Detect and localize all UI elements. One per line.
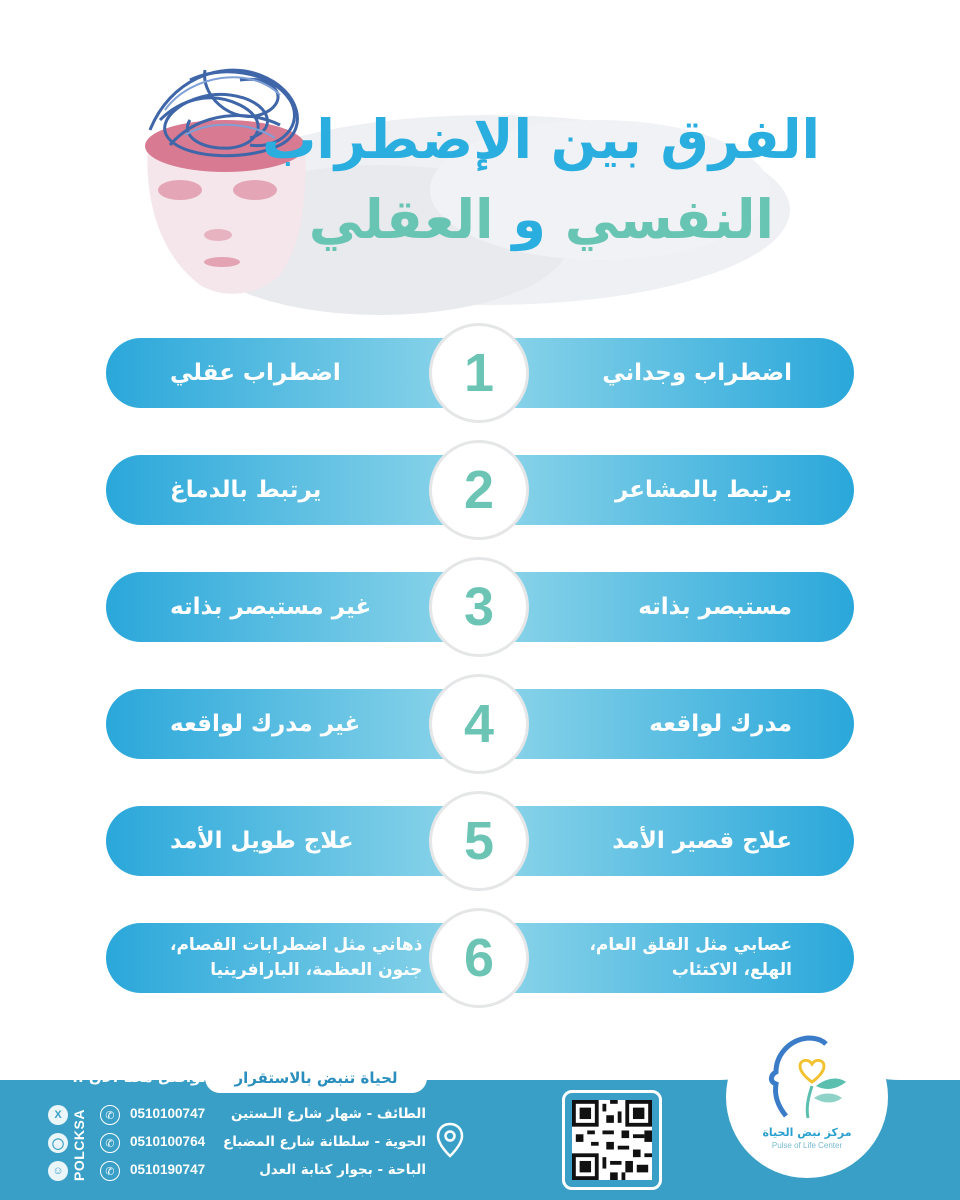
psychological-cell xyxy=(492,923,792,993)
comparison-row-6 xyxy=(106,923,854,993)
row-number-badge: 2 xyxy=(429,440,529,540)
row-number-badge: 3 xyxy=(429,557,529,657)
title-line-2 xyxy=(309,188,774,251)
psychological-cell: مستبصر بذاته xyxy=(638,594,792,620)
branch-phone-1[interactable]: 0510100747 xyxy=(130,1106,206,1121)
title-word-psychological: النفسي xyxy=(564,188,774,251)
phone-icon: ✆ xyxy=(100,1161,120,1181)
head-illustration xyxy=(130,50,330,300)
branch-address-2: الحوية - سلطانة شارع المضباع xyxy=(222,1134,426,1150)
branch-address-1: الطائف - شهار شارع الـستين xyxy=(230,1106,426,1122)
comparison-row-2 xyxy=(106,455,854,525)
title-conjunction: و xyxy=(512,188,546,251)
psychological-line-2: الهلع، الاكتئاب xyxy=(671,960,792,980)
mental-cell: غير مدرك لواقعه xyxy=(170,711,361,737)
social-handle[interactable]: POLCKSA xyxy=(71,1109,88,1181)
psychological-line-1: عصابي مثل القلق العام، xyxy=(589,935,792,956)
mental-cell: اضطراب عقلي xyxy=(170,360,341,386)
contact-now-label: تواصل معنا الآن .. xyxy=(72,1068,206,1086)
location-pin-icon xyxy=(436,1122,464,1158)
row-number-badge: 6 xyxy=(429,908,529,1008)
snapchat-icon[interactable]: ☺ xyxy=(48,1161,68,1181)
mental-line-2: جنون العظمة، البارافرينيا xyxy=(210,960,423,980)
comparison-row-3 xyxy=(106,572,854,642)
phone-icon: ✆ xyxy=(100,1133,120,1153)
mental-cell xyxy=(170,923,470,993)
slogan-badge: لحياة تنبض بالاستقرار xyxy=(205,1063,427,1093)
row-number-badge: 4 xyxy=(429,674,529,774)
qr-code[interactable] xyxy=(572,1100,652,1180)
logo-name: مركز نبض الحياة xyxy=(762,1126,852,1139)
comparison-row-1 xyxy=(106,338,854,408)
comparison-row-4 xyxy=(106,689,854,759)
psychological-cell: اضطراب وجداني xyxy=(602,360,792,386)
mental-cell: يرتبط بالدماغ xyxy=(170,477,322,503)
title-line-1: الفرق بين الإضطراب xyxy=(262,108,820,171)
logo-head-heart-icon xyxy=(756,1026,856,1126)
branch-phone-2[interactable]: 0510100764 xyxy=(130,1134,206,1149)
x-icon[interactable]: X xyxy=(48,1105,68,1125)
comparison-row-5 xyxy=(106,806,854,876)
branch-address-3: الباحة - بجوار كتابة العدل xyxy=(259,1162,426,1178)
phone-icon: ✆ xyxy=(100,1105,120,1125)
mental-cell: علاج طويل الأمد xyxy=(170,828,354,854)
mental-line-1: ذهاني مثل اضطرابات الفصام، xyxy=(170,935,423,956)
branch-phone-3[interactable]: 0510190747 xyxy=(130,1162,206,1177)
title-word-mental: العقلي xyxy=(308,188,494,251)
psychological-cell: علاج قصير الأمد xyxy=(612,828,792,854)
qr-code-frame[interactable] xyxy=(562,1090,662,1190)
logo-subtitle: Pulse of Life Center xyxy=(771,1141,843,1150)
row-number-badge: 1 xyxy=(429,323,529,423)
psychological-cell: مدرك لواقعه xyxy=(649,711,792,737)
psychological-cell: يرتبط بالمشاعر xyxy=(615,477,792,503)
mental-cell: غير مستبصر بذاته xyxy=(170,594,372,620)
instagram-icon[interactable]: ◯ xyxy=(48,1133,68,1153)
row-number-badge: 5 xyxy=(429,791,529,891)
